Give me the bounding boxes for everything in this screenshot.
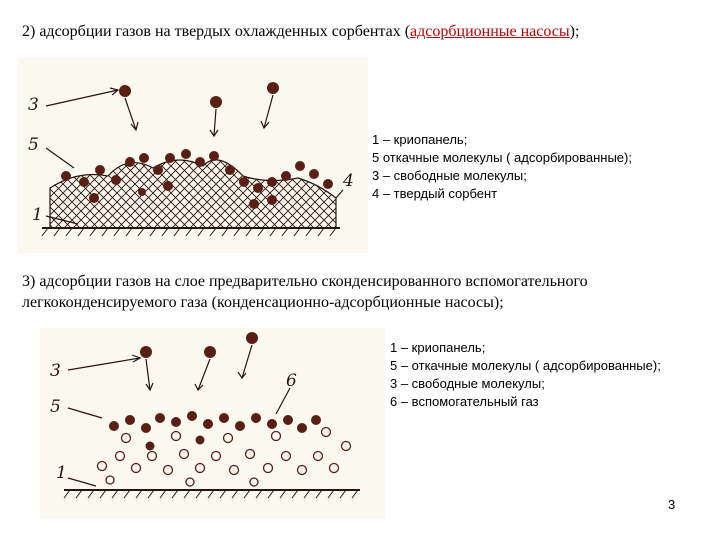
legend-1-item: 5 откачные молекулы ( адсорбированные); [372,150,632,165]
fig1-label-3: 3 [28,95,39,115]
fig1-label-1: 1 [32,205,43,225]
fig2-label-5: 5 [50,397,61,417]
section-2-prefix: 2) адсорбции газов на твердых охлажденных сорбентах ( [22,23,411,40]
section-3-line-1: 3) адсорбции газов на слое предварительно сконденсированного вспомогательного [22,273,588,290]
legend-1-item: 4 – твердый сорбент [372,186,498,201]
figure-2-legend [390,339,661,411]
fig2-label-3: 3 [50,361,61,381]
section-2-suffix: ); [569,23,580,40]
section-3-heading [22,271,702,313]
legend-2-item: 5 – откачные молекулы ( адсорбированные); [390,358,661,373]
fig1-label-5: 5 [28,135,39,155]
legend-2-item: 3 – свободные молекулы; [390,376,545,391]
fig2-label-6: 6 [286,371,297,391]
auxiliary-gas-molecules [98,428,351,487]
legend-2-item: 1 – криопанель; [390,340,486,355]
free-molecules [119,82,279,108]
condensed-gas-diagram [40,328,385,518]
free-molecules [140,332,258,358]
fig1-label-4: 4 [343,171,354,191]
section-3-line-2: легкоконденсируемого газа (конденсационно-адсорбционные насосы); [22,294,504,311]
page-number: 3 [668,497,676,512]
legend-1-item: 1 – криопанель; [372,132,468,147]
legend-1-item: 3 – свободные молекулы; [372,168,527,183]
figure-1-legend [372,131,632,203]
fig2-label-1: 1 [56,463,67,483]
adsorbed-molecules [109,411,321,451]
adsorption-pumps-link[interactable]: адсорбционные насосы [410,23,570,40]
section-2-heading [22,21,702,42]
solid-sorbent-diagram [18,58,368,253]
legend-2-item: 6 – вспомогательный газ [390,394,539,409]
